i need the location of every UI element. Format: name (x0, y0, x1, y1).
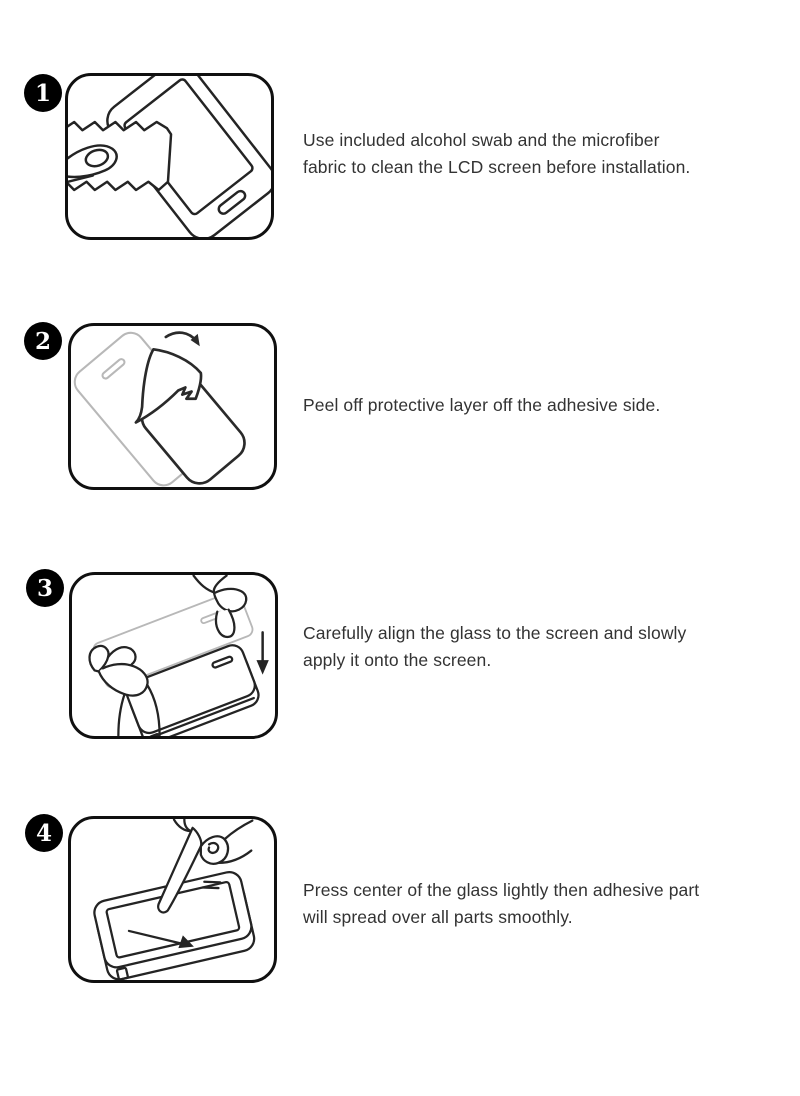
step-4-caption (303, 877, 785, 931)
caption-line: Peel off protective layer off the adhesive side. (303, 395, 661, 415)
caption-line: will spread over all parts smoothly. (303, 907, 573, 927)
step-3-illustration-box (69, 572, 278, 739)
step-2-illustration-box (68, 323, 277, 490)
caption-line: fabric to clean the LCD screen before installation. (303, 157, 691, 177)
align-glass-to-screen-icon (72, 575, 275, 736)
press-center-of-glass-icon (71, 819, 274, 980)
step-4-illustration-box (68, 816, 277, 983)
step-3-number-badge: 3 (26, 569, 64, 607)
step-3-caption (303, 620, 785, 674)
step-1-number-badge: 1 (24, 74, 62, 112)
step-2-caption (303, 392, 785, 419)
caption-line: Carefully align the glass to the screen and slowly (303, 623, 687, 643)
step-1-illustration-box (65, 73, 274, 240)
peel-protective-layer-icon (71, 326, 274, 487)
wipe-screen-with-cloth-icon (68, 76, 271, 237)
step-2-number-badge: 2 (24, 322, 62, 360)
caption-line: Use included alcohol swab and the microfiber (303, 130, 660, 150)
step-1-caption (303, 127, 785, 181)
caption-line: Press center of the glass lightly then adhesive part (303, 880, 700, 900)
step-4-number-badge: 4 (25, 814, 63, 852)
caption-line: apply it onto the screen. (303, 650, 492, 670)
